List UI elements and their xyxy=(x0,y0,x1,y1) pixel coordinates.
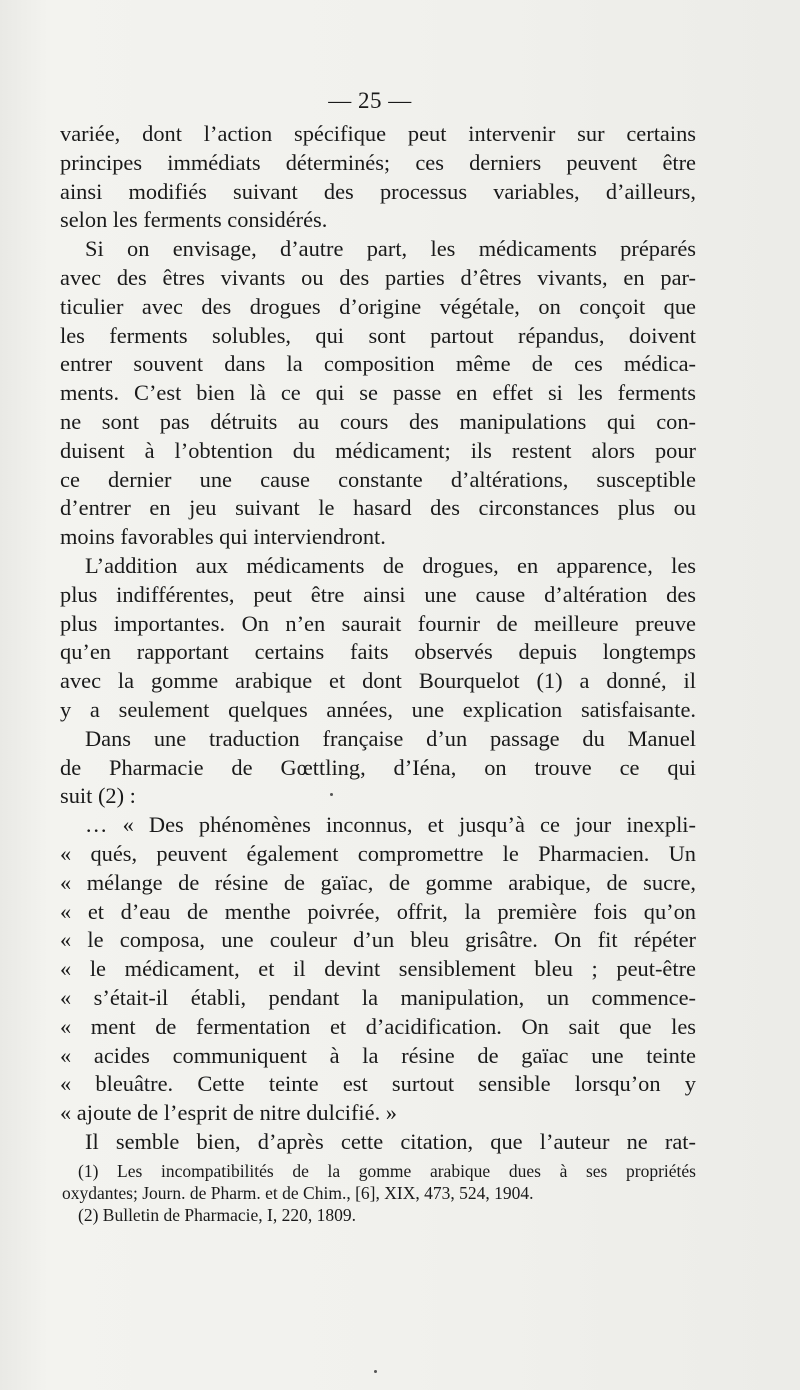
text-line: avec des êtres vivants ou des parties d’êtres vivants, en par- xyxy=(60,264,696,290)
text-line: « ajoute de l’esprit de nitre dulcifié. » xyxy=(60,1100,397,1126)
footnotes xyxy=(62,1160,696,1226)
text-line: « qués, peuvent également compromettre le Pharmacien. Un xyxy=(60,840,696,866)
text-line: les ferments solubles, qui sont partout répandus, doivent xyxy=(60,322,696,348)
page-number: — 25 — xyxy=(328,88,412,113)
text-line: duisent à l’obtention du médicament; ils restent alors pour xyxy=(60,437,696,463)
text-line: « acides communiquent à la résine de gaïac une teinte xyxy=(60,1042,696,1068)
text-line: « ment de fermentation et d’acidification. On sait que les xyxy=(60,1013,696,1039)
body-text xyxy=(60,120,696,1157)
text-line: … « Des phénomènes inconnus, et jusqu’à ce jour inexpli- xyxy=(85,812,696,838)
text-line: Si on envisage, d’autre part, les médicaments préparés xyxy=(85,236,696,262)
text-line: de Pharmacie de Gœttling, d’Iéna, on trouve ce qui xyxy=(60,754,696,780)
text-line: moins favorables qui interviendront. xyxy=(60,524,386,550)
text-line: plus indifférentes, peut être ainsi une cause d’altération des xyxy=(60,581,696,607)
text-line: « mélange de résine de gaïac, de gomme arabique, de sucre, xyxy=(60,869,696,895)
text-line: avec la gomme arabique et dont Bourquelot (1) a donné, il xyxy=(60,668,696,694)
footnote-line: (1) Les incompatibilités de la gomme arabique dues à ses propriétés xyxy=(78,1161,696,1181)
print-speck xyxy=(374,1370,377,1373)
text-line: « s’était-il établi, pendant la manipulation, un commence- xyxy=(60,984,696,1010)
text-line: ainsi modifiés suivant des processus variables, d’ailleurs, xyxy=(60,178,696,204)
text-line: ments. C’est bien là ce qui se passe en effet si les ferments xyxy=(60,380,696,406)
text-line: d’entrer en jeu suivant le hasard des circonstances plus ou xyxy=(60,495,696,521)
text-line: qu’en rapportant certains faits observés depuis longtemps xyxy=(60,639,696,665)
text-line: Dans une traduction française d’un passage du Manuel xyxy=(85,725,696,751)
text-line: « et d’eau de menthe poivrée, offrit, la première fois qu’on xyxy=(60,898,696,924)
text-line: principes immédiats déterminés; ces derniers peuvent être xyxy=(60,149,696,175)
text-line: suit (2) : xyxy=(60,783,136,809)
text-line: selon les ferments considérés. xyxy=(60,207,328,233)
text-line: plus importantes. On n’en saurait fournir de meilleure preuve xyxy=(60,610,696,636)
text-line: y a seulement quelques années, une explication satisfaisante. xyxy=(60,696,696,722)
text-line: « bleuâtre. Cette teinte est surtout sensible lorsqu’on y xyxy=(60,1071,696,1097)
text-line: Il semble bien, d’après cette citation, que l’auteur ne rat- xyxy=(85,1128,696,1154)
text-line: L’addition aux médicaments de drogues, en apparence, les xyxy=(85,552,696,578)
text-line: « le médicament, et il devint sensiblement bleu ; peut-être xyxy=(60,956,696,982)
text-line: ne sont pas détruits au cours des manipulations qui con- xyxy=(60,408,696,434)
footnote-line: oxydantes; Journ. de Pharm. et de Chim., [6], XIX, 473, 524, 1904. xyxy=(62,1183,534,1203)
text-line: variée, dont l’action spécifique peut intervenir sur certains xyxy=(60,121,696,146)
print-speck xyxy=(330,793,333,796)
text-line: « le composa, une couleur d’un bleu grisâtre. On fit répéter xyxy=(60,927,696,953)
footnote-line: (2) Bulletin de Pharmacie, I, 220, 1809. xyxy=(78,1205,356,1225)
text-line: entrer souvent dans la composition même de ces médica- xyxy=(60,351,696,377)
text-line: ticulier avec des drogues d’origine végétale, on conçoit que xyxy=(60,293,696,319)
text-line: ce dernier une cause constante d’altérations, susceptible xyxy=(60,466,696,492)
